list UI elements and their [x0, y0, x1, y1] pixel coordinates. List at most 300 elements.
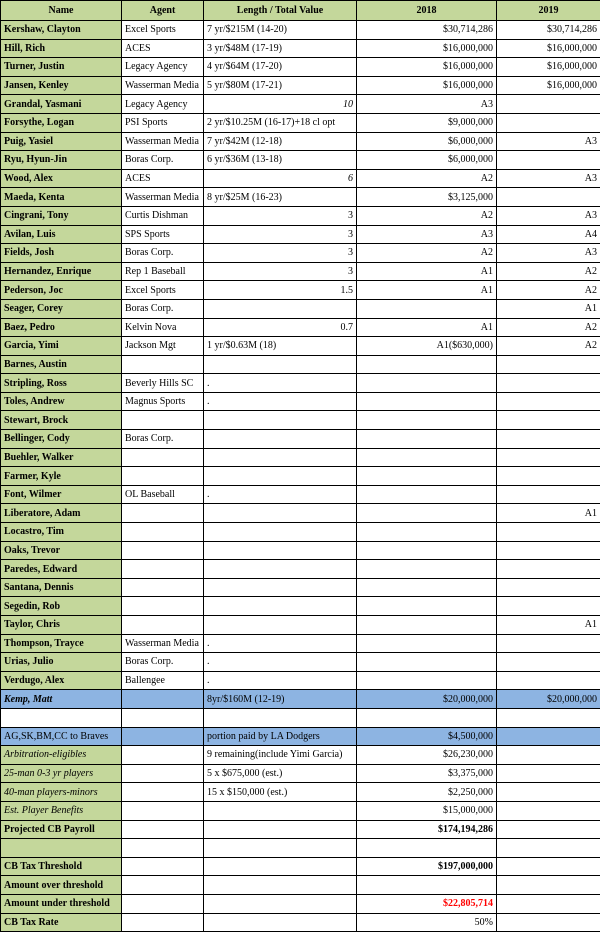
summary-value-cell[interactable] — [357, 839, 497, 858]
contract-length-cell[interactable]: 7 yr/$42M (12-18) — [204, 132, 357, 151]
salary-2019-cell[interactable] — [497, 485, 600, 504]
summary-label-cell[interactable]: 25-man 0-3 yr players — [1, 764, 122, 783]
player-name-cell[interactable]: Hill, Rich — [1, 39, 122, 58]
header-name[interactable]: Name — [1, 1, 122, 21]
agent-cell[interactable]: Magnus Sports — [122, 392, 204, 411]
agent-cell[interactable]: Wasserman Media — [122, 132, 204, 151]
agent-cell[interactable]: Kelvin Nova — [122, 318, 204, 337]
salary-2019-cell[interactable]: A1 — [497, 616, 600, 635]
player-name-cell[interactable]: Verdugo, Alex — [1, 671, 122, 690]
salary-2018-cell[interactable] — [357, 411, 497, 430]
salary-2019-cell[interactable]: A1 — [497, 299, 600, 318]
salary-2019-cell[interactable] — [497, 578, 600, 597]
contract-length-cell[interactable] — [204, 430, 357, 449]
salary-2018-cell[interactable]: A1($630,000) — [357, 337, 497, 356]
agent-cell[interactable]: Boras Corp. — [122, 151, 204, 170]
estimate-row — [1, 764, 600, 783]
player-name-cell[interactable]: Turner, Justin — [1, 58, 122, 77]
player-name-cell[interactable]: Garcia, Yimi — [1, 337, 122, 356]
player-name-cell[interactable]: Barnes, Austin — [1, 355, 122, 374]
salary-2019-cell[interactable] — [497, 671, 600, 690]
agent-cell[interactable] — [122, 560, 204, 579]
service-time-cell[interactable]: 3 — [204, 244, 357, 263]
agent-cell[interactable]: Wasserman Media — [122, 76, 204, 95]
braves-row — [1, 727, 600, 746]
player-row — [1, 244, 600, 263]
salary-2018-cell[interactable] — [357, 392, 497, 411]
summary-label-cell[interactable]: Arbitration-eligibles — [1, 746, 122, 765]
player-name-cell[interactable]: Pederson, Joc — [1, 281, 122, 300]
player-row — [1, 151, 600, 170]
contract-length-cell[interactable] — [204, 523, 357, 542]
player-row — [1, 653, 600, 672]
agent-cell[interactable]: Curtis Dishman — [122, 206, 204, 225]
salary-2018-cell[interactable] — [357, 671, 497, 690]
salary-2018-cell[interactable] — [357, 430, 497, 449]
salary-2018-cell[interactable]: $16,000,000 — [357, 39, 497, 58]
agent-cell[interactable]: ACES — [122, 39, 204, 58]
player-name-cell[interactable]: Ryu, Hyun-Jin — [1, 151, 122, 170]
player-row — [1, 95, 600, 114]
blank-cell[interactable] — [204, 820, 357, 839]
salary-2019-cell[interactable]: $30,714,286 — [497, 21, 600, 40]
contract-length-cell[interactable] — [204, 597, 357, 616]
salary-2019-cell[interactable]: A2 — [497, 281, 600, 300]
agent-cell[interactable] — [122, 467, 204, 486]
player-name-cell[interactable]: Oaks, Trevor — [1, 541, 122, 560]
over-threshold-row — [1, 876, 600, 895]
contract-length-cell[interactable]: . — [204, 485, 357, 504]
header-agent[interactable]: Agent — [122, 1, 204, 21]
summary-label-cell[interactable] — [1, 839, 122, 858]
player-row — [1, 262, 600, 281]
header-row — [1, 1, 600, 21]
player-name-cell[interactable]: Buehler, Walker — [1, 448, 122, 467]
blank-cell[interactable] — [122, 746, 204, 765]
player-name-cell[interactable]: Avilan, Luis — [1, 225, 122, 244]
player-name-cell[interactable]: Seager, Corey — [1, 299, 122, 318]
player-name-cell[interactable]: Thompson, Trayce — [1, 634, 122, 653]
agent-cell[interactable] — [122, 597, 204, 616]
estimate-row — [1, 783, 600, 802]
summary-label-cell[interactable]: 40-man players-minors — [1, 783, 122, 802]
contract-length-cell[interactable]: 5 yr/$80M (17-21) — [204, 76, 357, 95]
contract-length-cell[interactable]: 4 yr/$64M (17-20) — [204, 58, 357, 77]
salary-2018-cell[interactable]: A2 — [357, 169, 497, 188]
salary-2018-cell[interactable] — [357, 374, 497, 393]
agent-cell[interactable] — [122, 690, 204, 709]
agent-cell[interactable] — [122, 411, 204, 430]
player-row — [1, 634, 600, 653]
salary-2018-cell[interactable]: $3,125,000 — [357, 188, 497, 207]
contract-length-cell[interactable] — [204, 541, 357, 560]
player-row — [1, 523, 600, 542]
service-time-cell[interactable]: 1.5 — [204, 281, 357, 300]
agent-cell[interactable] — [122, 355, 204, 374]
salary-2018-cell[interactable]: $9,000,000 — [357, 113, 497, 132]
salary-2018-cell[interactable] — [357, 467, 497, 486]
salary-2019-cell[interactable]: A1 — [497, 504, 600, 523]
projected-payroll-row — [1, 820, 600, 839]
threshold-row — [1, 857, 600, 876]
blank-cell[interactable] — [497, 708, 600, 727]
blank-cell[interactable] — [122, 727, 204, 746]
blank-cell[interactable] — [497, 783, 600, 802]
player-row — [1, 392, 600, 411]
blank-cell[interactable] — [497, 820, 600, 839]
player-name-cell[interactable]: Forsythe, Logan — [1, 113, 122, 132]
contract-length-cell[interactable]: . — [204, 671, 357, 690]
summary-value-cell[interactable]: $3,375,000 — [357, 764, 497, 783]
contract-length-cell[interactable]: . — [204, 653, 357, 672]
player-row — [1, 39, 600, 58]
salary-2019-cell[interactable] — [497, 151, 600, 170]
player-row — [1, 113, 600, 132]
player-row — [1, 541, 600, 560]
blank-cell[interactable] — [122, 839, 204, 858]
blank-cell[interactable] — [204, 708, 357, 727]
player-row — [1, 188, 600, 207]
contract-length-cell[interactable]: 3 yr/$48M (17-19) — [204, 39, 357, 58]
salary-2018-cell[interactable]: $16,000,000 — [357, 76, 497, 95]
blank-cell[interactable] — [122, 820, 204, 839]
player-row — [1, 374, 600, 393]
salary-2018-cell[interactable]: $30,714,286 — [357, 21, 497, 40]
blank-cell[interactable] — [204, 913, 357, 932]
blank-cell[interactable] — [122, 857, 204, 876]
agent-cell[interactable]: Legacy Agency — [122, 95, 204, 114]
agent-cell[interactable]: PSI Sports — [122, 113, 204, 132]
blank-cell[interactable] — [497, 839, 600, 858]
agent-cell[interactable]: Boras Corp. — [122, 653, 204, 672]
agent-cell[interactable]: OL Baseball — [122, 485, 204, 504]
player-row — [1, 76, 600, 95]
salary-2019-cell[interactable] — [497, 541, 600, 560]
player-name-cell[interactable]: Hernandez, Enrique — [1, 262, 122, 281]
contract-length-cell[interactable]: 6 yr/$36M (13-18) — [204, 151, 357, 170]
player-name-cell[interactable]: Jansen, Kenley — [1, 76, 122, 95]
salary-2018-cell[interactable] — [357, 578, 497, 597]
salary-2018-cell[interactable] — [357, 523, 497, 542]
service-time-cell[interactable]: 3 — [204, 206, 357, 225]
contract-length-cell[interactable] — [204, 560, 357, 579]
summary-value-cell[interactable]: $4,500,000 — [357, 727, 497, 746]
summary-value-cell[interactable]: $174,194,286 — [357, 820, 497, 839]
contract-length-cell[interactable]: 2 yr/$10.25M (16-17)+18 cl opt — [204, 113, 357, 132]
salary-2019-cell[interactable]: A2 — [497, 262, 600, 281]
player-name-cell[interactable]: Bellinger, Cody — [1, 430, 122, 449]
salary-2018-cell[interactable]: A2 — [357, 206, 497, 225]
player-row — [1, 578, 600, 597]
player-name-cell[interactable]: Grandal, Yasmani — [1, 95, 122, 114]
player-name-cell[interactable]: Liberatore, Adam — [1, 504, 122, 523]
agent-cell[interactable] — [122, 541, 204, 560]
salary-2019-cell[interactable]: A3 — [497, 206, 600, 225]
summary-note-cell[interactable] — [204, 801, 357, 820]
salary-2018-cell[interactable] — [357, 541, 497, 560]
player-row — [1, 281, 600, 300]
blank-cell[interactable] — [497, 857, 600, 876]
agent-cell[interactable]: Jackson Mgt — [122, 337, 204, 356]
player-name-cell[interactable]: Paredes, Edward — [1, 560, 122, 579]
service-time-cell[interactable]: 3 — [204, 262, 357, 281]
contract-length-cell[interactable]: 8yr/$160M (12-19) — [204, 690, 357, 709]
blank-cell[interactable] — [204, 857, 357, 876]
player-row — [1, 132, 600, 151]
contract-length-cell[interactable]: 1 yr/$0.63M (18) — [204, 337, 357, 356]
contract-length-cell[interactable]: . — [204, 634, 357, 653]
contract-length-cell[interactable]: 8 yr/$25M (16-23) — [204, 188, 357, 207]
salary-2018-cell[interactable]: A1 — [357, 318, 497, 337]
salary-2019-cell[interactable] — [497, 560, 600, 579]
player-row — [1, 318, 600, 337]
player-row — [1, 225, 600, 244]
blank-cell[interactable] — [204, 876, 357, 895]
player-row — [1, 485, 600, 504]
contract-length-cell[interactable] — [204, 504, 357, 523]
contract-length-cell[interactable] — [204, 578, 357, 597]
player-name-cell[interactable]: Maeda, Kenta — [1, 188, 122, 207]
summary-note-cell[interactable]: 5 x $675,000 (est.) — [204, 764, 357, 783]
player-row — [1, 411, 600, 430]
agent-cell[interactable]: Legacy Agency — [122, 58, 204, 77]
contract-length-cell[interactable]: 7 yr/$215M (14-20) — [204, 21, 357, 40]
player-row — [1, 560, 600, 579]
player-name-cell[interactable]: Taylor, Chris — [1, 616, 122, 635]
player-row — [1, 299, 600, 318]
summary-label-cell[interactable]: Est. Player Benefits — [1, 801, 122, 820]
salary-2018-cell[interactable]: A3 — [357, 225, 497, 244]
service-time-cell[interactable]: 10 — [204, 95, 357, 114]
salary-2019-cell[interactable] — [497, 374, 600, 393]
blank-cell[interactable] — [122, 801, 204, 820]
salary-2019-cell[interactable]: A3 — [497, 132, 600, 151]
service-time-cell[interactable]: 6 — [204, 169, 357, 188]
salary-2018-cell[interactable] — [357, 560, 497, 579]
player-name-cell[interactable]: Locastro, Tim — [1, 523, 122, 542]
player-name-cell[interactable]: Segedin, Rob — [1, 597, 122, 616]
blank-cell[interactable] — [497, 727, 600, 746]
summary-note-cell[interactable]: 9 remaining(include Yimi Garcia) — [204, 746, 357, 765]
salary-2019-cell[interactable] — [497, 523, 600, 542]
salary-2019-cell[interactable]: A3 — [497, 169, 600, 188]
player-name-cell[interactable]: Toles, Andrew — [1, 392, 122, 411]
salary-2019-cell[interactable]: A2 — [497, 318, 600, 337]
contract-length-cell[interactable] — [204, 411, 357, 430]
blank-cell[interactable] — [357, 708, 497, 727]
blank-cell[interactable] — [497, 913, 600, 932]
salary-2018-cell[interactable] — [357, 448, 497, 467]
header-length[interactable]: Length / Total Value — [204, 1, 357, 21]
salary-2019-cell[interactable] — [497, 95, 600, 114]
estimate-row — [1, 746, 600, 765]
under-threshold-row — [1, 894, 600, 913]
salary-2018-cell[interactable]: A2 — [357, 244, 497, 263]
summary-label-cell[interactable]: CB Tax Threshold — [1, 857, 122, 876]
salary-2019-cell[interactable]: $20,000,000 — [497, 690, 600, 709]
agent-cell[interactable]: Boras Corp. — [122, 244, 204, 263]
tax-rate-row — [1, 913, 600, 932]
player-row — [1, 448, 600, 467]
summary-value-cell[interactable] — [357, 876, 497, 895]
salary-2018-cell[interactable] — [357, 634, 497, 653]
blank-cell[interactable] — [497, 746, 600, 765]
player-name-cell[interactable]: Fields, Josh — [1, 244, 122, 263]
blank-cell[interactable] — [122, 783, 204, 802]
summary-label-cell[interactable]: Amount under threshold — [1, 894, 122, 913]
estimate-row — [1, 801, 600, 820]
player-name-cell[interactable]: Kemp, Matt — [1, 690, 122, 709]
contract-length-cell[interactable] — [204, 616, 357, 635]
player-row — [1, 21, 600, 40]
salary-2019-cell[interactable]: A3 — [497, 244, 600, 263]
agent-cell[interactable]: Boras Corp. — [122, 430, 204, 449]
player-name-cell[interactable]: Urias, Julio — [1, 653, 122, 672]
summary-value-cell[interactable]: $26,230,000 — [357, 746, 497, 765]
salary-2018-cell[interactable] — [357, 299, 497, 318]
blank-cell[interactable] — [122, 764, 204, 783]
agent-cell[interactable]: Wasserman Media — [122, 634, 204, 653]
blank-row — [1, 708, 600, 727]
contract-length-cell[interactable] — [204, 355, 357, 374]
summary-value-cell[interactable]: $197,000,000 — [357, 857, 497, 876]
salary-2018-cell[interactable]: A1 — [357, 262, 497, 281]
salary-2019-cell[interactable]: $16,000,000 — [497, 39, 600, 58]
salary-2018-cell[interactable]: A1 — [357, 281, 497, 300]
salary-2019-cell[interactable]: A4 — [497, 225, 600, 244]
player-name-cell[interactable]: Kershaw, Clayton — [1, 21, 122, 40]
salary-2019-cell[interactable]: A2 — [497, 337, 600, 356]
player-row — [1, 430, 600, 449]
summary-label-cell[interactable]: Projected CB Payroll — [1, 820, 122, 839]
salary-2018-cell[interactable] — [357, 355, 497, 374]
player-row — [1, 355, 600, 374]
salary-2019-cell[interactable] — [497, 411, 600, 430]
player-row — [1, 337, 600, 356]
agent-cell[interactable]: Wasserman Media — [122, 188, 204, 207]
summary-label-cell[interactable]: CB Tax Rate — [1, 913, 122, 932]
salary-2018-cell[interactable] — [357, 597, 497, 616]
contract-length-cell[interactable]: . — [204, 392, 357, 411]
salary-2018-cell[interactable]: $16,000,000 — [357, 58, 497, 77]
salary-2019-cell[interactable] — [497, 653, 600, 672]
agent-cell[interactable] — [122, 504, 204, 523]
blank-cell[interactable] — [204, 894, 357, 913]
player-row — [1, 169, 600, 188]
salary-2019-cell[interactable] — [497, 467, 600, 486]
summary-value-cell[interactable]: 50% — [357, 913, 497, 932]
summary-label-cell[interactable]: Amount over threshold — [1, 876, 122, 895]
summary-note-cell[interactable]: portion paid by LA Dodgers — [204, 727, 357, 746]
player-name-cell[interactable]: Font, Wilmer — [1, 485, 122, 504]
player-row — [1, 58, 600, 77]
summary-value-cell[interactable]: $15,000,000 — [357, 801, 497, 820]
player-name-cell[interactable]: Puig, Yasiel — [1, 132, 122, 151]
agent-cell[interactable] — [122, 616, 204, 635]
salary-2019-cell[interactable]: $16,000,000 — [497, 58, 600, 77]
salary-2018-cell[interactable]: $20,000,000 — [357, 690, 497, 709]
salary-2019-cell[interactable] — [497, 448, 600, 467]
service-time-cell[interactable]: 3 — [204, 225, 357, 244]
player-row — [1, 467, 600, 486]
salary-2019-cell[interactable] — [497, 634, 600, 653]
player-name-cell[interactable]: Baez, Pedro — [1, 318, 122, 337]
player-name-cell[interactable]: Stewart, Brock — [1, 411, 122, 430]
salary-2019-cell[interactable] — [497, 188, 600, 207]
agent-cell[interactable]: Ballengee — [122, 671, 204, 690]
salary-2019-cell[interactable] — [497, 113, 600, 132]
player-row — [1, 671, 600, 690]
agent-cell[interactable]: Beverly Hills SC — [122, 374, 204, 393]
player-name-cell[interactable]: Cingrani, Tony — [1, 206, 122, 225]
blank-cell[interactable] — [497, 894, 600, 913]
agent-cell[interactable]: Boras Corp. — [122, 299, 204, 318]
summary-value-cell[interactable]: $22,805,714 — [357, 894, 497, 913]
salary-2018-cell[interactable] — [357, 616, 497, 635]
blank-cell[interactable] — [497, 801, 600, 820]
salary-2018-cell[interactable]: $6,000,000 — [357, 151, 497, 170]
agent-cell[interactable] — [122, 448, 204, 467]
salary-2018-cell[interactable]: A3 — [357, 95, 497, 114]
agent-cell[interactable]: Excel Sports — [122, 281, 204, 300]
salary-2018-cell[interactable]: $6,000,000 — [357, 132, 497, 151]
salary-2018-cell[interactable] — [357, 653, 497, 672]
blank-cell[interactable] — [122, 876, 204, 895]
blank-cell[interactable] — [204, 839, 357, 858]
salary-2019-cell[interactable]: $16,000,000 — [497, 76, 600, 95]
summary-label-cell[interactable]: AG,SK,BM,CC to Braves — [1, 727, 122, 746]
player-name-cell[interactable]: Farmer, Kyle — [1, 467, 122, 486]
contract-length-cell[interactable] — [204, 299, 357, 318]
player-name-cell[interactable]: Stripling, Ross — [1, 374, 122, 393]
header-2019[interactable]: 2019 — [497, 1, 600, 21]
player-name-cell[interactable]: Santana, Dennis — [1, 578, 122, 597]
salary-2018-cell[interactable] — [357, 504, 497, 523]
sheet-body — [1, 1, 600, 932]
blank-cell[interactable] — [122, 708, 204, 727]
agent-cell[interactable]: SPS Sports — [122, 225, 204, 244]
agent-cell[interactable] — [122, 523, 204, 542]
service-time-cell[interactable]: 0.7 — [204, 318, 357, 337]
blank-cell[interactable] — [122, 894, 204, 913]
summary-value-cell[interactable]: $2,250,000 — [357, 783, 497, 802]
salary-2019-cell[interactable] — [497, 597, 600, 616]
player-row — [1, 504, 600, 523]
agent-cell[interactable]: Rep 1 Baseball — [122, 262, 204, 281]
agent-cell[interactable]: ACES — [122, 169, 204, 188]
contract-length-cell[interactable]: . — [204, 374, 357, 393]
agent-cell[interactable] — [122, 578, 204, 597]
blank-cell[interactable] — [122, 913, 204, 932]
agent-cell[interactable]: Excel Sports — [122, 21, 204, 40]
blank-cell[interactable] — [497, 764, 600, 783]
contract-length-cell[interactable] — [204, 448, 357, 467]
player-row — [1, 616, 600, 635]
salary-2019-cell[interactable] — [497, 355, 600, 374]
blank-cell[interactable] — [1, 708, 122, 727]
player-row — [1, 206, 600, 225]
salary-2018-cell[interactable] — [357, 485, 497, 504]
blank-cell[interactable] — [497, 876, 600, 895]
salary-2019-cell[interactable] — [497, 392, 600, 411]
player-name-cell[interactable]: Wood, Alex — [1, 169, 122, 188]
salary-2019-cell[interactable] — [497, 430, 600, 449]
header-2018[interactable]: 2018 — [357, 1, 497, 21]
player-row — [1, 597, 600, 616]
summary-note-cell[interactable]: 15 x $150,000 (est.) — [204, 783, 357, 802]
contract-length-cell[interactable] — [204, 467, 357, 486]
spacer-row — [1, 839, 600, 858]
